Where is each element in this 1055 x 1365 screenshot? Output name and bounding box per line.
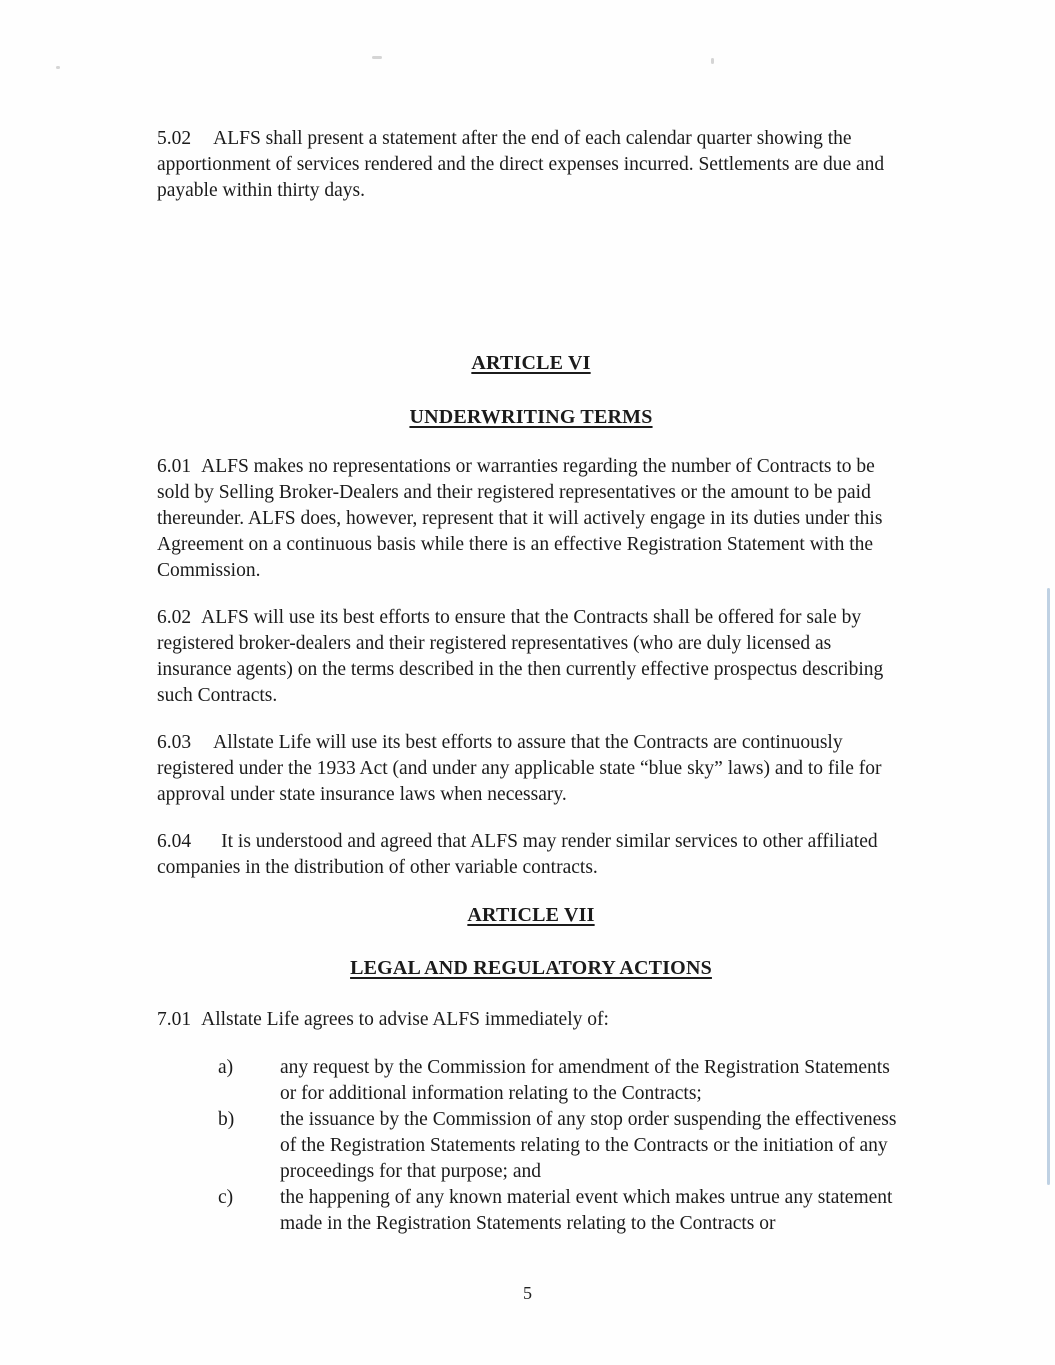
list-item-text: the happening of any known material event which makes untrue any statement made in the Registration Statements relating to the Contracts or — [280, 1187, 893, 1234]
article-vi-subtitle: UNDERWRITING TERMS — [409, 406, 653, 428]
article-vii-subtitle-heading — [157, 955, 905, 981]
paragraph-7-01 — [157, 1007, 905, 1033]
article-vi-heading — [157, 350, 905, 376]
paragraph-6-02 — [157, 605, 905, 709]
paragraph-text: ALFS will use its best efforts to ensure that the Contracts shall be offered for sale by registered broker-dealers and their registered representatives (who are duly licensed as insurance agents) on the terms described in the then currently effective prospectus describing such Contracts. — [157, 607, 884, 706]
section-number: 6.04 — [157, 831, 192, 852]
scan-artifact-speck — [711, 58, 714, 64]
section-number: 5.02 — [157, 128, 192, 149]
list-item-a — [218, 1055, 905, 1107]
paragraph-text: ALFS shall present a statement after the end of each calendar quarter showing the apportionment of services rendered and the direct expenses incurred. Settlements are due and payable within thirty days. — [157, 128, 885, 201]
list-item-c — [218, 1185, 905, 1237]
article-vi-subtitle-heading — [157, 404, 905, 430]
page-number: 5 — [523, 1283, 532, 1303]
article-vi-title: ARTICLE VI — [471, 352, 591, 374]
paragraph-text: It is understood and agreed that ALFS may render similar services to other affiliated companies in the distribution of other variable contracts. — [157, 831, 878, 878]
list-item-text: any request by the Commission for amendment of the Registration Statements or for additional information relating to the Contracts; — [280, 1057, 890, 1104]
document-body — [157, 126, 905, 1237]
paragraph-text: Allstate Life will use its best efforts to assure that the Contracts are continuously registered under the 1933 Act (and under any applicable state “blue sky” laws) and to file for approval under state insurance laws when necessary. — [157, 732, 882, 805]
list-item-label: a) — [218, 1057, 234, 1078]
list-item-label: c) — [218, 1187, 234, 1208]
scan-artifact-speck — [56, 66, 60, 69]
scan-artifact-vertical-line — [1047, 588, 1050, 1185]
list-item-label: b) — [218, 1109, 235, 1130]
section-number: 7.01 — [157, 1009, 192, 1030]
article-vii-heading — [157, 902, 905, 928]
paragraph-text: ALFS makes no representations or warranties regarding the number of Contracts to be sold by Selling Broker-Dealers and their registered representatives or the amount to be paid thereunder. ALFS does, however, represent that it will actively engage in its duties under this Agreement on a continuous basis while there is an effective Registration Statement with the Commission. — [157, 456, 883, 581]
paragraph-text: Allstate Life agrees to advise ALFS immediately of: — [201, 1009, 609, 1030]
list-item-b — [218, 1107, 905, 1185]
scan-artifact-speck — [372, 56, 382, 59]
clause-list — [218, 1055, 905, 1237]
paragraph-5-02 — [157, 126, 905, 204]
section-number: 6.01 — [157, 456, 192, 477]
paragraph-6-04 — [157, 829, 905, 881]
article-vii-subtitle: LEGAL AND REGULATORY ACTIONS — [350, 957, 712, 979]
section-number: 6.02 — [157, 607, 192, 628]
section-number: 6.03 — [157, 732, 192, 753]
list-item-text: the issuance by the Commission of any stop order suspending the effectiveness of the Registration Statements relating to the Contracts or the initiation of any proceedings for that purpose; and — [280, 1109, 897, 1182]
paragraph-6-03 — [157, 730, 905, 808]
paragraph-6-01 — [157, 454, 905, 584]
article-vii-title: ARTICLE VII — [467, 904, 595, 926]
